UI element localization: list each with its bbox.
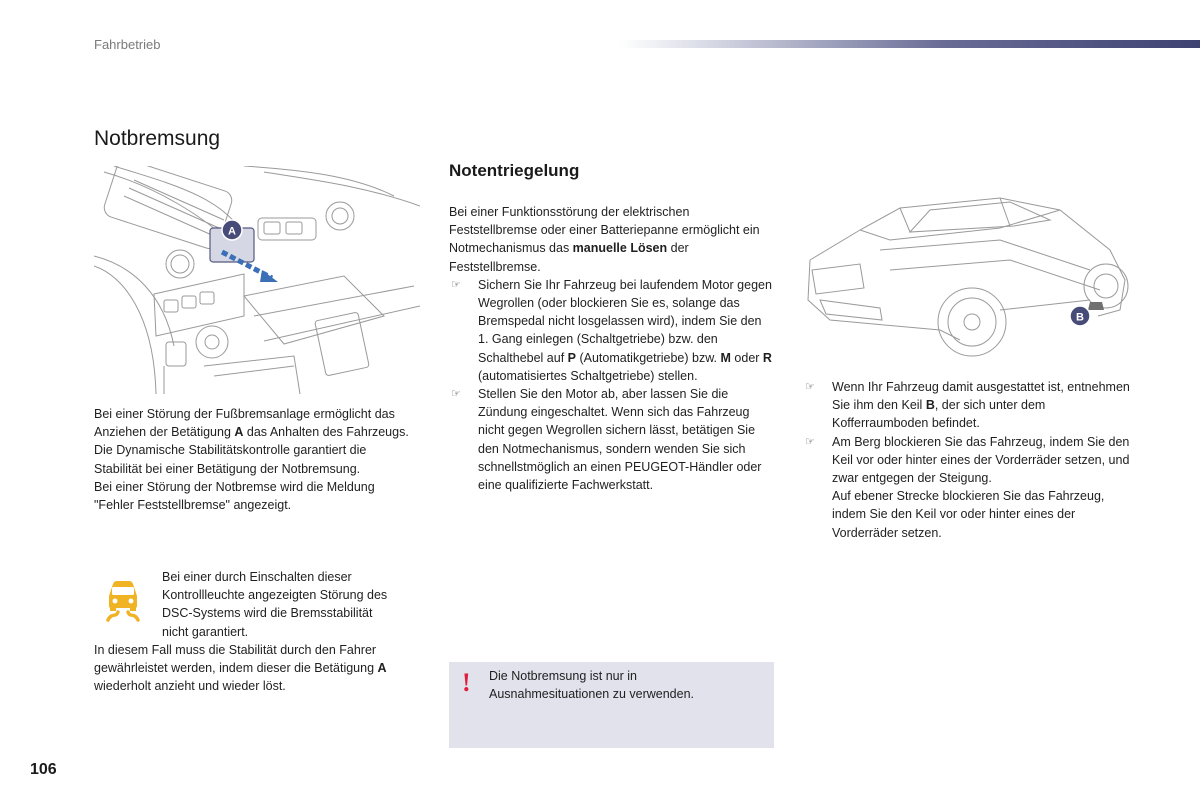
dsc-note-line-3: DSC-Systems wird die Bremsstabilität <box>162 606 373 621</box>
pointing-hand-icon: ☞ <box>805 435 815 448</box>
header-accent-bar <box>620 40 1200 48</box>
dsc-note-continuation: In diesem Fall muss die Stabilität durch den Fahrer gewährleistet werden, indem dieser die Betätigung A wiederholt anzieht und wieder löst. <box>94 643 387 694</box>
pointing-hand-icon: ☞ <box>451 278 461 291</box>
middle-bullet-1: ☞ Sichern Sie Ihr Fahrzeug bei laufendem Motor gegen Wegrollen (oder blockieren Sie es, solange das Bremspedal nicht losgelassen wird), indem Sie den 1. Gang einlegen (Schaltgetriebe) bzw. den Schalthebel auf P (Automatikgetriebe) bzw. M oder R (automatisiertes Schaltgetriebe) stellen. <box>451 277 772 383</box>
left-paragraph-3: Bei einer Störung der Notbremse wird die Meldung "Fehler Feststellbremse" angezeigt. <box>94 479 375 513</box>
stability-control-icon <box>100 574 146 624</box>
dsc-note-line-1: Bei einer durch Einschalten dieser <box>162 570 352 584</box>
left-intro <box>94 405 410 514</box>
middle-bullets <box>449 276 774 494</box>
pointing-hand-icon: ☞ <box>805 381 815 393</box>
dsc-note <box>162 568 412 641</box>
middle-bullet-2: ☞ Stellen Sie den Motor ab, aber lassen Sie die Zündung eingeschaltet. Wenn sich das Fahrzeug nicht gegen Wegrollen sichern lässt, betätigen Sie den Notmechanismus, sondern wenden Sie sich schnellstmöglich an einen PEUGEOT-Händler oder eine qualifizierte Fachwerkstatt. <box>451 387 762 493</box>
dsc-note-line-4: nicht garantiert. <box>162 624 249 639</box>
right-bullet-2: ☞ Am Berg blockieren Sie das Fahrzeug, indem Sie den Keil vor oder hinter eines der Vorderräder setzen, und zwar entgegen der Steigung. Auf ebener Strecke blockieren Sie das Fahrzeug, indem Sie den Keil vor oder hinter eines der Vorderräder setzen. <box>805 434 1130 540</box>
middle-intro: Bei einer Funktionsstörung der elektrischen Feststellbremse oder einer Batteriepanne ermöglicht ein Notmechanismus das manuelle Lösen der Feststellbremse. <box>449 205 760 274</box>
warning-text: Die Notbremsung ist nur in Ausnahmesituationen zu verwenden. <box>489 669 694 702</box>
dashboard-illustration <box>94 166 420 394</box>
page-title: Notbremsung <box>94 127 221 150</box>
middle-column <box>449 203 774 494</box>
right-bullet-1: ☞ Wenn Ihr Fahrzeug damit ausgestattet ist, entnehmen Sie ihm den Keil B, der sich unter dem Kofferraumboden befindet. <box>805 380 1130 431</box>
running-header: Fahrbetrieb <box>94 37 161 52</box>
exclamation-icon: ! <box>462 668 471 697</box>
right-bullets <box>803 378 1133 542</box>
callout-b-label: B <box>1076 311 1084 324</box>
callout-a-label: A <box>228 225 236 238</box>
page-number: 106 <box>30 761 57 778</box>
pointing-hand-icon: ☞ <box>451 388 461 401</box>
dsc-note-line-2: Kontrollleuchte angezeigten Störung des <box>162 588 388 603</box>
right-column <box>803 378 1133 542</box>
left-paragraph-2: Die Dynamische Stabilitätskontrolle garantiert die Stabilität bei einer Betätigung der Notbremsung. <box>94 443 367 476</box>
subsection-title: Notentriegelung <box>449 161 580 180</box>
car-illustration <box>800 190 1135 365</box>
left-paragraph-1: Bei einer Störung der Fußbremsanlage ermöglicht das Anziehen der Betätigung A das Anhalten des Fahrzeugs. <box>94 407 409 440</box>
